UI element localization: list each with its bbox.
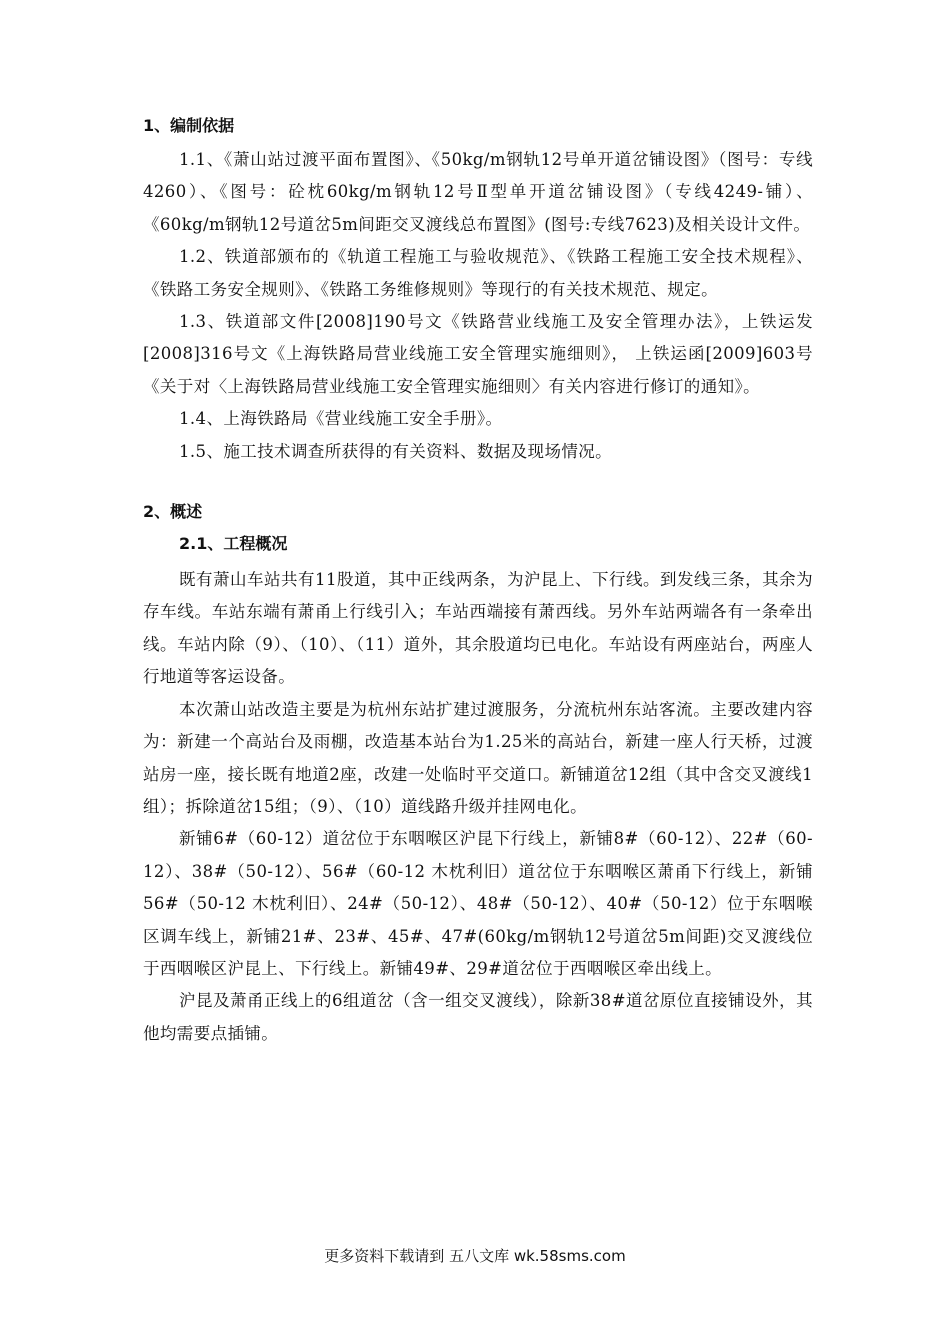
paragraph-2-2: 本次萧山站改造主要是为杭州东站扩建过渡服务，分流杭州东站客流。主要改建内容为：新建一个高站台及雨棚，改造基本站台为1.25米的高站台，新建一座人行天桥，过渡站房一座，接长既有地道2座，改建一处临时平交道口。新铺道岔12组（其中含交叉渡线1组）；拆除道岔15组；（9）、（10）道线路升级并挂网电化。 (143, 699, 813, 816)
paragraph-1-4: 1.4、上海铁路局《营业线施工安全手册》。 (179, 409, 503, 429)
section-2-heading: 2、概述 (143, 502, 203, 522)
paragraph-2-3: 新铺6#（60-12）道岔位于东咽喉区沪昆下行线上，新铺8#（60-12）、22#（60-12）、38#（50-12）、56#（60-12 木枕利旧）道岔位于东咽喉区萧甬下行线上，新铺56#（50-12 木枕利旧）、24#（50-12）、48#（50-12）、40#（50-12）位于东咽喉区调车线上，新铺21#、23#、45#、47#(60kg/m钢轨12号道岔5m间距)交叉渡线位于西咽喉区沪昆上、下行线上。新铺49#、29#道岔位于西咽喉区牵出线上。 (143, 829, 813, 978)
paragraph-2-4: 沪昆及萧甬正线上的6组道岔（含一组交叉渡线），除新38#道岔原位直接铺设外，其他均需要点插铺。 (143, 991, 813, 1043)
section-1-heading: 1、编制依据 (143, 116, 235, 135)
document-body (143, 112, 813, 1050)
paragraph-1-2: 1.2、铁道部颁布的《轨道工程施工与验收规范》、《铁路工程施工安全技术规程》、《铁路工务安全规则》、《铁路工务维修规则》等现行的有关技术规范、规定。 (143, 247, 813, 299)
page-footer: 更多资料下载请到 五八文库 wk.58sms.com (324, 1247, 626, 1265)
section-spacer (143, 468, 813, 498)
paragraph-1-1: 1.1、《萧山站过渡平面布置图》、《50kg/m钢轨12号单开道岔铺设图》（图号：专线4260）、《图号：砼枕60kg/m钢轨12号Ⅱ型单开道岔铺设图》（专线4249-铺）、《60kg/m钢轨12号道岔5m间距交叉渡线总布置图》(图号:专线7623)及相关设计文件。 (143, 150, 813, 234)
paragraph-1-5: 1.5、施工技术调查所获得的有关资料、数据及现场情况。 (179, 441, 613, 461)
paragraph-2-1: 既有萧山车站共有11股道，其中正线两条，为沪昆上、下行线。到发线三条，其余为存车线。车站东端有萧甬上行线引入；车站西端接有萧西线。另外车站两端各有一条牵出线。车站内除（9）、（10）、（11）道外，其余股道均已电化。车站设有两座站台，两座人行地道等客运设备。 (143, 570, 813, 687)
section-2-1-heading: 2.1、工程概况 (179, 534, 288, 554)
paragraph-1-3: 1.3、铁道部文件[2008]190号文《铁路营业线施工及安全管理办法》，上铁运发[2008]316号文《上海铁路局营业线施工安全管理实施细则》， 上铁运函[2009]603号《关于对〈上海铁路局营业线施工安全管理实施细则〉有关内容进行修订的通知》。 (143, 312, 813, 396)
